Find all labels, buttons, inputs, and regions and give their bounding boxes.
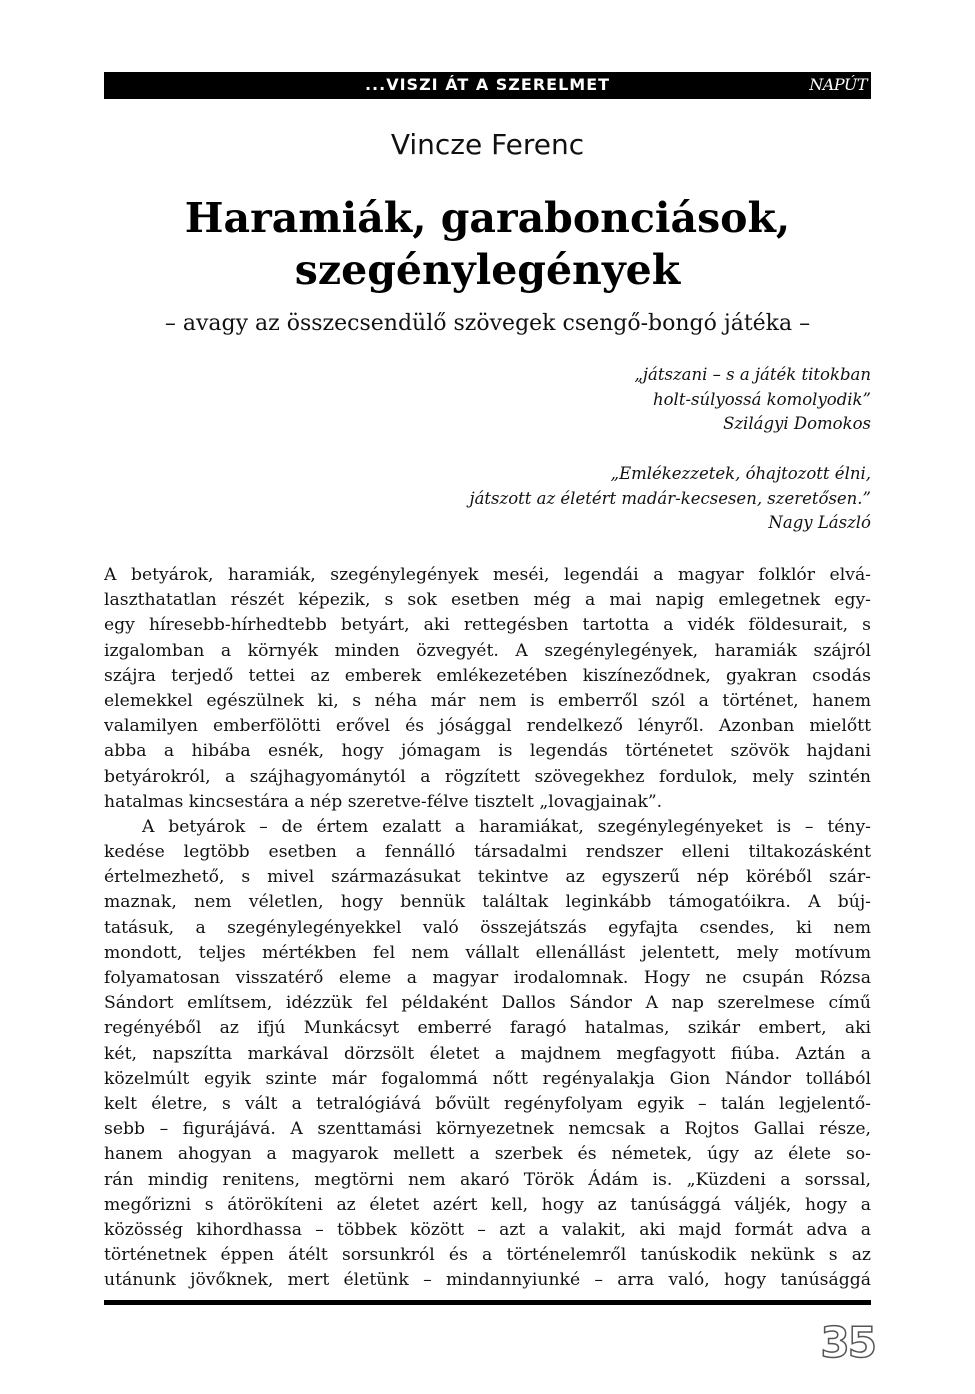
body-line: hanem ahogyan a magyarok mellett a szerbek és németek, úgy az élete so- <box>104 1144 871 1165</box>
body-line: történetnek éppen átélt sorsunkról és a történelemről tanúskodik nekünk s az <box>104 1245 871 1266</box>
body-line: rán mindig renitens, megtörni nem akaró Török Ádám is. „Küzdeni a sorssal, <box>104 1169 871 1190</box>
epigraph-line: játszott az életért madár-kecsesen, szeretősen.” <box>469 488 871 508</box>
article-author: Vincze Ferenc <box>390 128 585 161</box>
article-subtitle: – avagy az összecsendülő szövegek csengő-bongó játéka – <box>164 311 811 336</box>
body-line: izgalomban a környék minden özvegyét. A szegénylegények, haramiák szájról <box>104 640 871 661</box>
footer-rule <box>104 1300 871 1305</box>
body-line: Sándort említsem, idézzük fel példaként Dallos Sándor A nap szerelmese című <box>104 993 871 1014</box>
running-header-bar <box>104 72 871 99</box>
body-line: hatalmas kincsestára a nép szeretve-félve tisztelt „lovagjainak”. <box>104 791 663 812</box>
body-line: egy híresebb-hírhedtebb betyárt, aki rettegésben tartotta a vidék földesurait, s <box>104 615 871 636</box>
body-line: közösség kihordhassa – többek között – azt a valakit, aki majd formát adva a <box>104 1219 871 1240</box>
running-header-title: ...VISZI ÁT A SZERELMET <box>364 75 611 94</box>
article-title-line-2: szegénylegények <box>294 246 681 294</box>
epigraph <box>469 462 871 536</box>
body-line: értelmezhető, s mivel származásukat tekintve az egyszerű nép köréből szár- <box>104 867 871 888</box>
page-number: 35 <box>820 1318 875 1367</box>
body-line: kelt életre, s vált a tetralógiává bővült regényfolyam egyik – talán legjelentő- <box>104 1093 871 1114</box>
body-line: betyárokról, a szájhagyománytól a rögzített szövegekhez fordulok, mely szintén <box>104 766 871 787</box>
body-line: regényéből az ifjú Munkácsyt emberré faragó hatalmas, szikár embert, aki <box>104 1018 871 1039</box>
body-line: laszthatatlan részét képezik, s sok esetben még a mai napig emlegetnek egy- <box>104 590 871 611</box>
epigraph-line: „játszani – s a játék titokban <box>634 365 871 384</box>
article-title-line-1: Haramiák, garabonciások, <box>184 194 791 242</box>
epigraph <box>634 363 871 437</box>
epigraph-author: Szilágyi Domokos <box>723 414 871 433</box>
article-body <box>104 563 871 1293</box>
body-line: folyamatosan visszatérő eleme a magyar irodalomnak. Hogy ne csupán Rózsa <box>104 968 871 988</box>
body-line: maznak, nem véletlen, hogy bennük találtak leginkább támogatóikra. A búj- <box>104 892 871 913</box>
body-line: megőrizni s átörökíteni az életet azért kell, hogy az tanúsággá váljék, hogy a <box>104 1194 871 1215</box>
body-line: A betyárok – de értem ezalatt a haramiákat, szegénylegényeket is – tény- <box>142 816 871 837</box>
body-line: mondott, teljes mértékben fel nem vállalt ellenállást jelentett, mely motívum <box>104 942 871 963</box>
body-line: két, napszítta markával dörzsölt életet a majdnem megfagyott fiúba. Aztán a <box>104 1043 871 1064</box>
epigraph-author: Nagy László <box>768 513 871 532</box>
body-line: valamilyen emberfölötti erővel és jósággal rendelkező lényről. Azonban mielőtt <box>104 716 871 737</box>
epigraph-line: holt-súlyossá komolyodik” <box>652 389 871 409</box>
body-line: szájra terjedő tettei az emberek emlékezetében kiszíneződnek, gyakran csodás <box>104 665 871 686</box>
body-line: közelmúlt egyik szinte már fogalommá nőtt regényalakja Gion Nándor tollából <box>104 1068 871 1089</box>
article-title <box>104 192 871 296</box>
body-line: A betyárok, haramiák, szegénylegények meséi, legendái a magyar folklór elvá- <box>104 565 871 585</box>
epigraph-line: „Emlékezzetek, óhajtozott élni, <box>610 464 871 483</box>
body-line: abba a hibába esnék, hogy jómagam is legendás történetet szövök hajdani <box>104 741 871 762</box>
magazine-logo: NAPÚT <box>809 75 867 94</box>
body-line: elemekkel egészülnek ki, s néha már nem is emberről szól a történet, hanem <box>104 690 871 711</box>
body-line: utánunk jövőknek, mert életünk – mindannyiunké – arra való, hogy tanúsággá <box>104 1270 871 1291</box>
body-line: sebb – figurájává. A szenttamási környezetnek nemcsak a Rojtos Gallai része, <box>104 1119 871 1140</box>
body-line: tatásuk, a szegénylegényekkel való összejátszás egyfajta csendes, ki nem <box>104 917 871 938</box>
body-line: kedése legtöbb esetben a fennálló társadalmi rendszer elleni tiltakozásként <box>104 842 871 863</box>
